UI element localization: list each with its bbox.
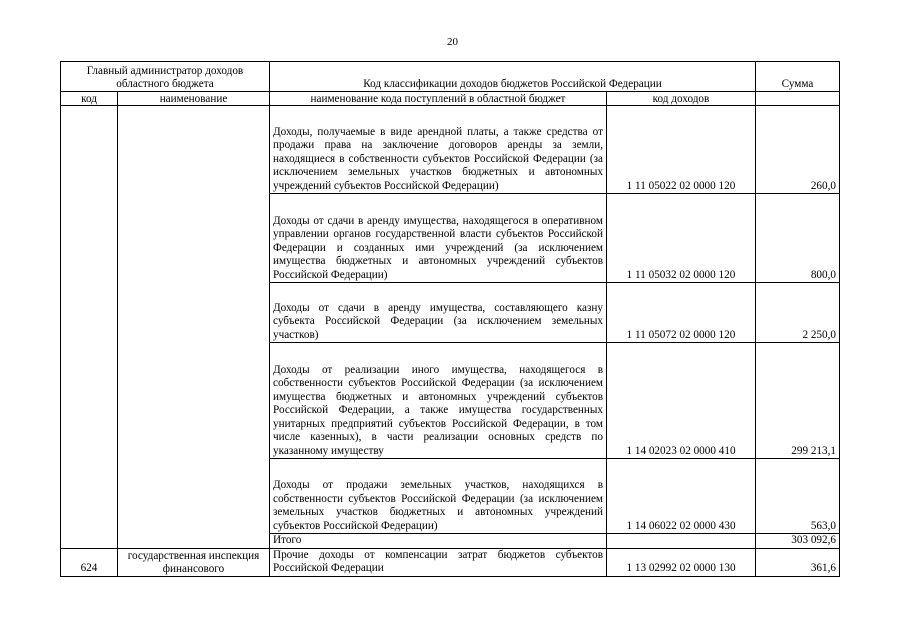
income-code: 1 14 02023 02 0000 410 <box>607 343 756 459</box>
amount: 2 250,0 <box>756 283 840 343</box>
header-col-code: код <box>61 92 118 106</box>
receipt-name: Доходы, получаемые в виде арендной платы, а также средства от продажи права на заключение договоров аренды за земли, находящиеся в собственности субъектов Российской Федерации (за исключением земельных участков бюджетных и автономных учреждений субъектов Российской Федерации) <box>270 106 607 194</box>
admin-row <box>61 548 840 576</box>
amount: 563,0 <box>756 459 840 534</box>
amount: 800,0 <box>756 194 840 283</box>
income-code: 1 11 05022 02 0000 120 <box>607 106 756 194</box>
header-classification: Код классификации доходов бюджетов Российской Федерации <box>270 62 756 92</box>
income-code: 1 11 05032 02 0000 120 <box>607 194 756 283</box>
admin-code-cell-empty <box>61 106 118 549</box>
income-code: 1 13 02992 02 0000 130 <box>607 548 756 576</box>
table-row <box>61 106 840 194</box>
header-row-top <box>61 62 840 92</box>
admin-code: 624 <box>61 548 118 576</box>
income-code: 1 14 06022 02 0000 430 <box>607 459 756 534</box>
income-code: 1 11 05072 02 0000 120 <box>607 283 756 343</box>
admin-name-cell-empty <box>118 106 270 549</box>
header-col-sum-empty <box>756 92 840 106</box>
header-sum: Сумма <box>756 62 840 92</box>
revenue-table <box>60 61 840 577</box>
header-col-name: наименование <box>118 92 270 106</box>
total-sum: 303 092,6 <box>756 534 840 549</box>
receipt-name: Прочие доходы от компенсации затрат бюджетов субъектов Российской Федерации <box>270 548 607 576</box>
header-admin-group: Главный администратор доходов областного бюджета <box>61 62 270 92</box>
amount: 260,0 <box>756 106 840 194</box>
total-code-empty <box>607 534 756 549</box>
receipt-name: Доходы от сдачи в аренду имущества, находящегося в оперативном управлении органов государственной власти субъектов Российской Федерации и созданных ими учреждений (за исключением имущества бюджетных и автономных учреждений субъектов Российской Федерации) <box>270 194 607 283</box>
admin-name: государственная инспекция финансового <box>118 548 270 576</box>
total-label: Итого <box>270 534 607 549</box>
page-number: 20 <box>447 36 458 48</box>
amount: 361,6 <box>756 548 840 576</box>
receipt-name: Доходы от реализации иного имущества, находящегося в собственности субъектов Российской Федерации (за исключением имущества бюджетных и автономных учреждений субъектов Российской Федерации, а также имущества государственных унитарных предприятий субъектов Российской Федерации, в том числе казенных), в части реализации основных средств по указанному имуществу <box>270 343 607 459</box>
header-row-sub <box>61 92 840 106</box>
header-col-receipt-name: наименование кода поступлений в областной бюджет <box>270 92 607 106</box>
amount: 299 213,1 <box>756 343 840 459</box>
header-col-income-code: код доходов <box>607 92 756 106</box>
receipt-name: Доходы от сдачи в аренду имущества, составляющего казну субъекта Российской Федерации (за исключением земельных участков) <box>270 283 607 343</box>
receipt-name: Доходы от продажи земельных участков, находящихся в собственности субъектов Российской Федерации (за исключением земельных участков бюджетных и автономных учреждений субъектов Российской Федерации) <box>270 459 607 534</box>
